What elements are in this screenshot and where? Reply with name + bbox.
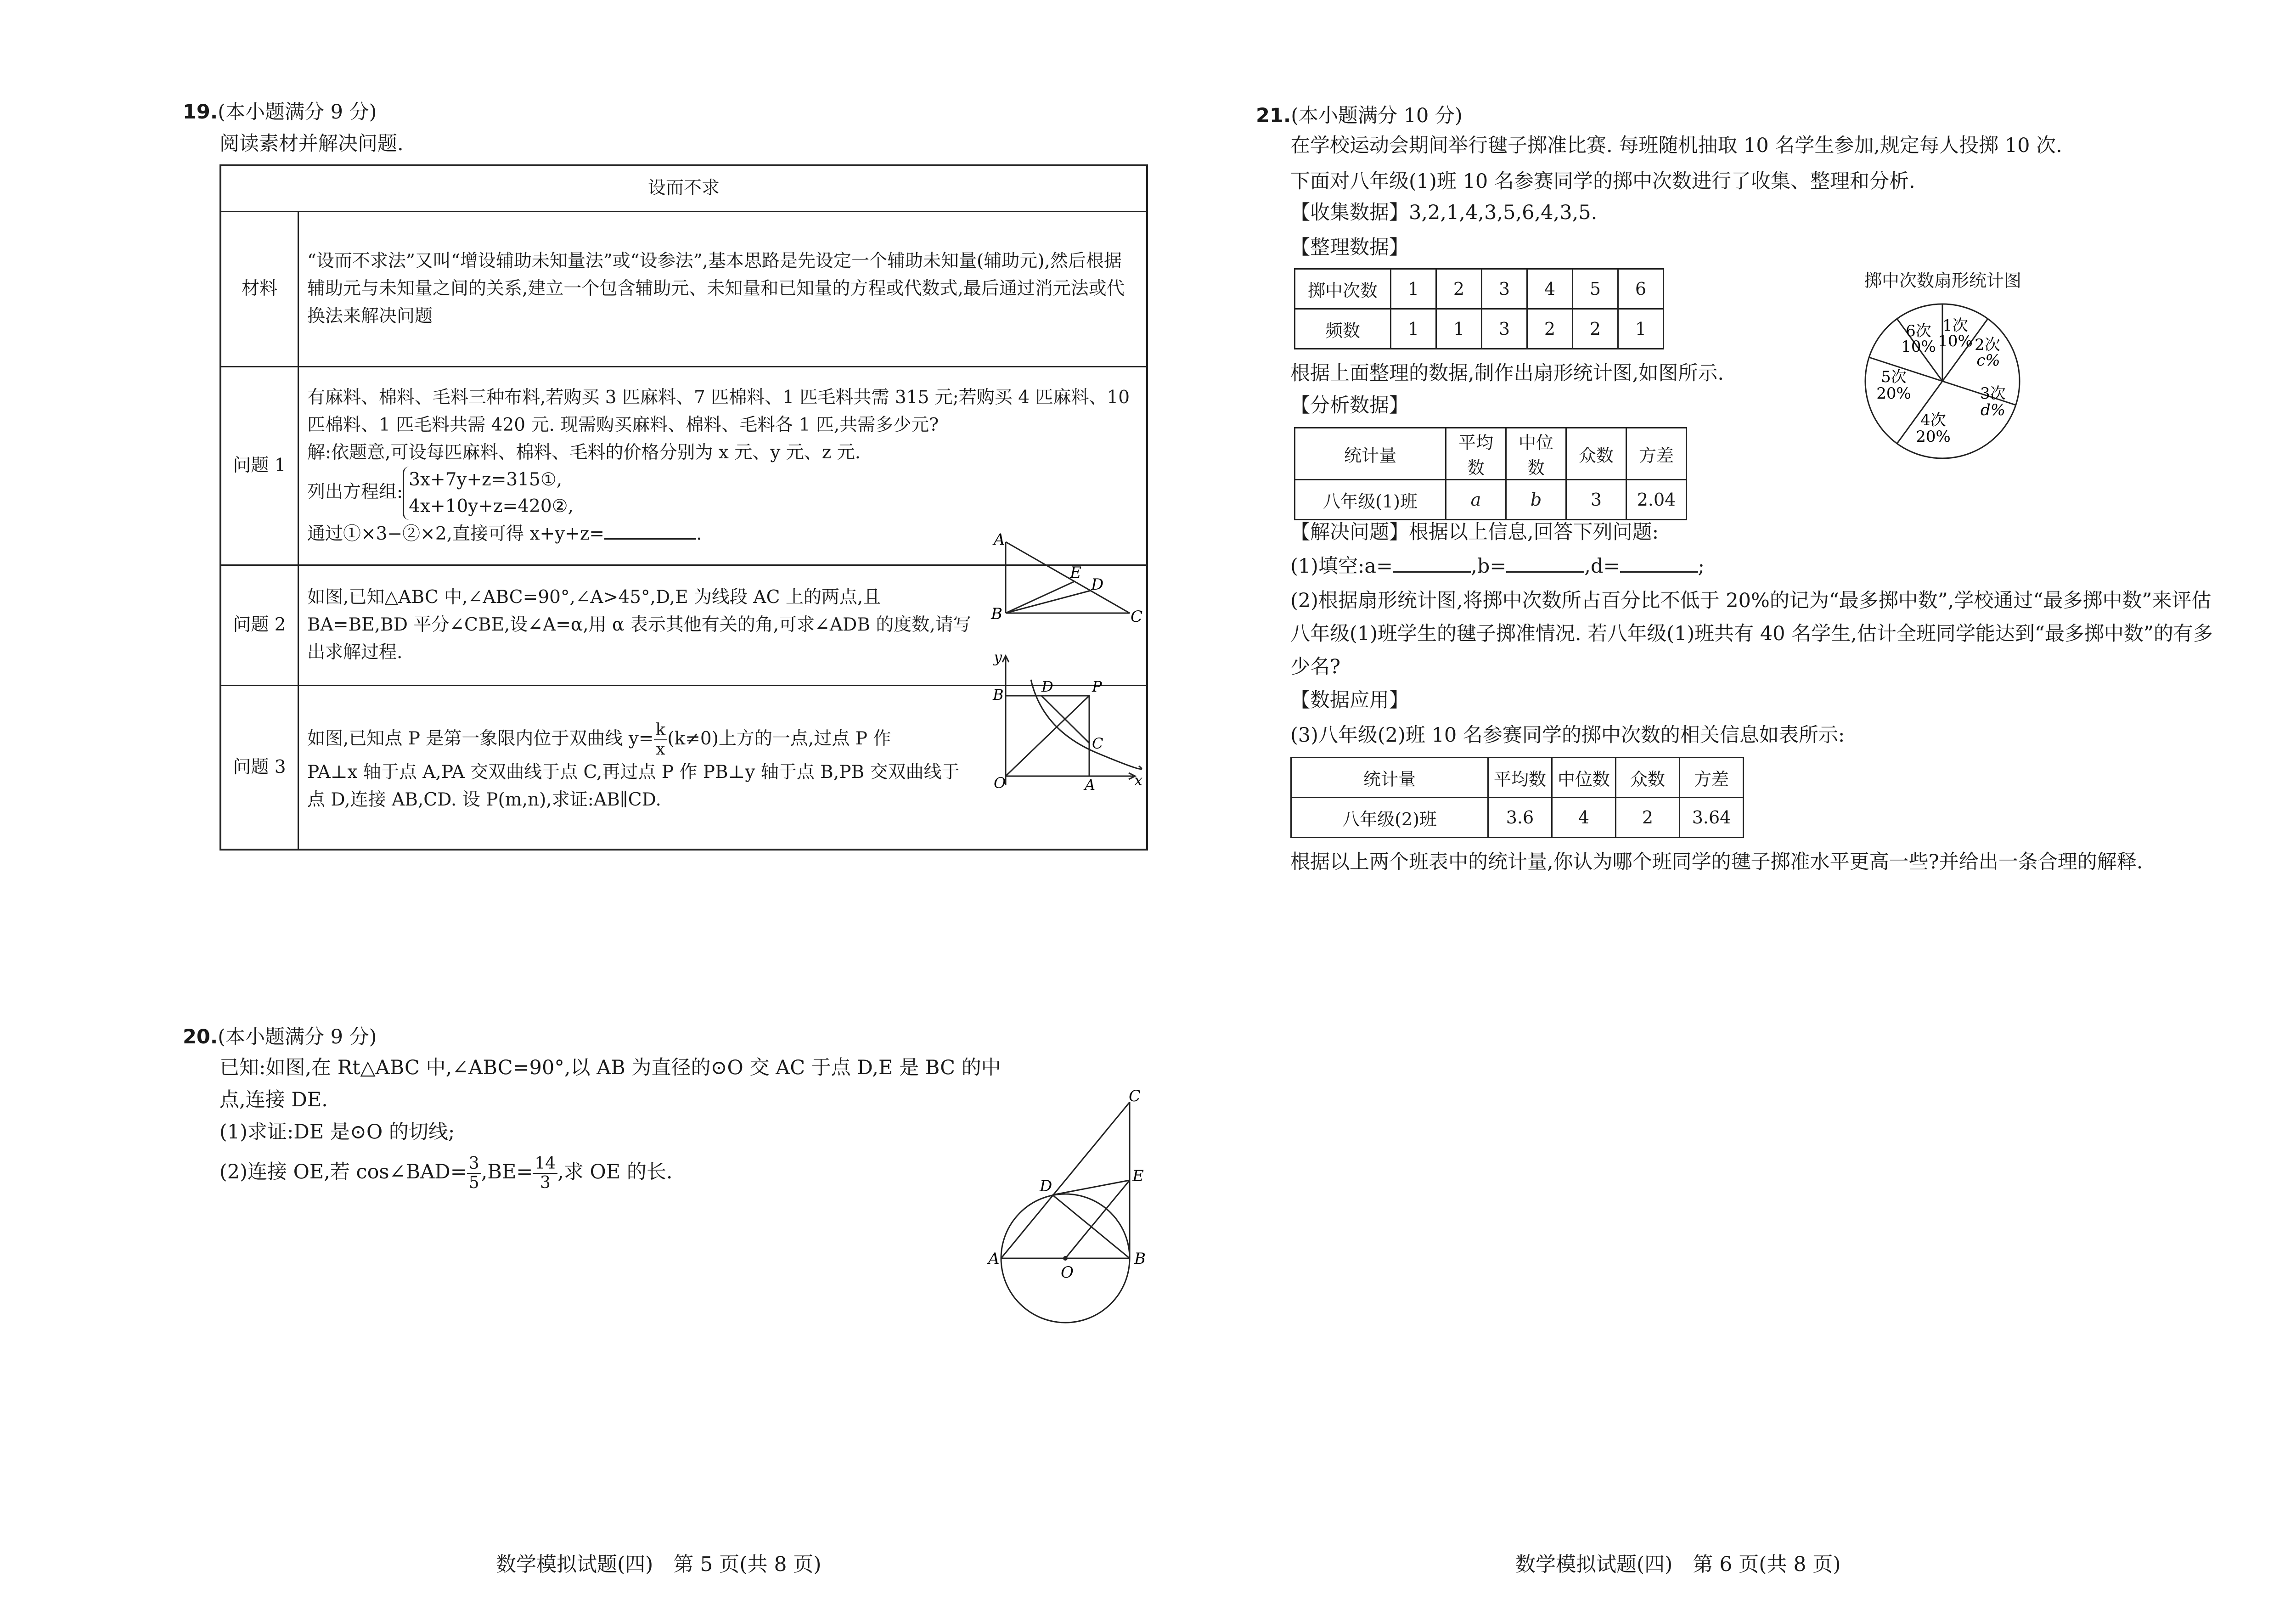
footer-left: 数学模拟试题(四) 第 5 页(共 8 页) (496, 1553, 822, 1576)
after-table-text: 根据上面整理的数据,制作出扇形统计图,如图所示. (1290, 362, 1724, 385)
q21-part4: 根据以上两个班表中的统计量,你认为哪个班同学的毽子掷准水平更高一些?并给出一条合理的解释. (1290, 851, 2143, 873)
equation-system: 列出方程组:3x+7y+z=315①, 4x+10y+z=420②, (307, 467, 1138, 520)
fraction-3-5: $\frac{3}{5}$ (467, 1155, 481, 1192)
q20-circle-figure (983, 1088, 1157, 1327)
q21-part2: (2)根据扇形统计图,将掷中次数所占百分比不低于 20%的记为“最多掷中数”,学校通过“最多掷中数”来评估八年级(1)班学生的毽子掷准情况. 若八年级(1)班共有 40 名学生,估计全班同学能达到“最多掷中数”的有多少名? (1290, 589, 2213, 678)
slice-2-pct: c% (1976, 351, 2000, 370)
row-label: 问题 3 (220, 685, 298, 850)
q20-part1: (1)求证:DE 是⊙O 的切线; (219, 1121, 455, 1143)
problem2-triangle-figure (987, 533, 1143, 629)
stats-table-class1: 统计量 平均数 中位数 众数 方差 八年级(1)班 a b 3 2.04 (1294, 427, 1687, 520)
pie-chart (1855, 294, 2030, 468)
label-A: A (994, 533, 1005, 549)
table-title: 设而不求 (220, 165, 1147, 211)
blank-a (1393, 553, 1471, 573)
problem1-tail: 通过①×3−②×2,直接可得 x+y+z= . (307, 520, 1138, 548)
fraction-k-x: $\frac{k}{x}$ (654, 721, 668, 759)
slice-1-name: 1次 (1942, 316, 1968, 335)
slice-2-name: 2次 (1975, 336, 2000, 354)
footer-right: 数学模拟试题(四) 第 6 页(共 8 页) (1515, 1553, 1841, 1576)
stats-table-class2: 统计量 平均数 中位数 众数 方差 八年级(2)班 3.6 4 2 3.64 (1290, 757, 1744, 838)
label-C: C (1092, 735, 1103, 752)
fraction-14-3: $\frac{14}{3}$ (533, 1155, 557, 1192)
label-O: O (994, 774, 1006, 792)
row-label: 问题 1 (220, 366, 298, 565)
slice-4-name: 4次 (1920, 411, 1946, 429)
q21-line2: 下面对八年级(1)班 10 名参赛同学的掷中次数进行了收集、整理和分析. (1290, 170, 1915, 193)
slice-1-pct: 10% (1938, 332, 1973, 350)
label-C: C (1129, 1088, 1141, 1105)
label-O: O (1061, 1263, 1074, 1282)
problem3-cell: 如图,已知点 P 是第一象限内位于双曲线 y= $\frac{k}{x}$ (k≠0)上方的一点,过点 P 作 PA⊥x 轴于点 A,PA 交双曲线于点 C,再过点 P 作 PB⊥y 轴于点 B,PB 交双曲线于点 D,连接 AB,CD. 设 P(m,n),求证:AB∥CD. (298, 685, 1148, 850)
label-D: D (1040, 1177, 1052, 1195)
problem1-text: 有麻料、棉料、毛料三种布料,若购买 3 匹麻料、7 匹棉料、1 匹毛料共需 315 元;若购买 4 匹麻料、10 匹棉料、1 匹毛料共需 420 元. 现需购买麻料、棉料、毛料各 1 匹,共需多少元? (307, 387, 1130, 435)
label-B: B (993, 686, 1004, 704)
slice-6-name: 6次 (1906, 322, 1931, 340)
problem3-hyperbola-figure (987, 652, 1143, 794)
q20-part2: (2)连接 OE,若 cos∠BAD= $\frac{3}{5}$ ,BE= $\frac{14}{3}$ ,求 OE 的长. (219, 1154, 673, 1192)
row-label: 材料 (220, 211, 298, 366)
slice-4-pct: 20% (1916, 428, 1951, 446)
q20-line2: 点,连接 DE. (219, 1088, 328, 1111)
axis-x-label: x (1134, 772, 1143, 789)
apply-heading: 【数据应用】 (1290, 689, 1409, 712)
q21-header: 21.(本小题满分 10 分) (1256, 104, 1463, 127)
label-D: D (1091, 575, 1104, 594)
slice-5-pct: 20% (1876, 384, 1911, 403)
slice-6-pct: 10% (1901, 338, 1936, 356)
label-B: B (991, 605, 1002, 623)
label-B: B (1134, 1250, 1146, 1268)
material-text: “设而不求法”又叫“增设辅助未知量法”或“设参法”,基本思路是先设定一个辅助未知量(辅助元),然后根据辅助元与未知量之间的关系,建立一个包含辅助元、未知量和已知量的方程或代数式,最后通过消元法或代换法来解决问题 (298, 211, 1148, 366)
axis-y-label: y (994, 652, 1002, 666)
row-label: 问题 2 (220, 565, 298, 685)
label-A: A (1085, 776, 1096, 794)
problem1-solve: 解:依题意,可设每匹麻料、棉料、毛料的价格分别为 x 元、y 元、z 元. (307, 442, 861, 463)
slice-5-name: 5次 (1881, 368, 1907, 386)
q19-header: 19.(本小题满分 9 分) (183, 101, 377, 124)
pie-title: 掷中次数扇形统计图 (1864, 270, 2022, 291)
label-D: D (1041, 678, 1053, 695)
label-E: E (1132, 1167, 1144, 1185)
organize-heading: 【整理数据】 (1290, 236, 1409, 259)
frequency-table: 掷中次数 1 2 3 4 5 6 频数 1 1 3 2 2 1 (1294, 268, 1664, 349)
slice-3-pct: d% (1980, 401, 2006, 419)
q21-line1: 在学校运动会期间举行毽子掷准比赛. 每班随机抽取 10 名学生参加,规定每人投掷 10 次. (1290, 134, 2062, 157)
slice-3-name: 3次 (1980, 384, 2006, 403)
problem2-text: 如图,已知△ABC 中,∠ABC=90°,∠A>45°,D,E 为线段 AC 上的两点,且 BA=BE,BD 平分∠CBE,设∠A=α,用 α 表示其他有关的角,可求∠ADB 的度数,请写出求解过程. (298, 565, 1148, 685)
q21-part1: (1)填空:a= ,b= ,d= ; (1290, 552, 1705, 580)
analyze-heading: 【分析数据】 (1290, 394, 1409, 417)
blank-d (1620, 553, 1698, 573)
collect-data: 【收集数据】3,2,1,4,3,5,6,4,3,5. (1290, 201, 1598, 224)
q20-line1: 已知:如图,在 Rt△ABC 中,∠ABC=90°,以 AB 为直径的⊙O 交 AC 于点 D,E 是 BC 的中 (219, 1056, 1001, 1079)
q19-intro: 阅读素材并解决问题. (219, 132, 404, 155)
label-P: P (1092, 678, 1102, 695)
solve-heading: 【解决问题】根据以上信息,回答下列问题: (1290, 521, 1659, 544)
label-E: E (1070, 563, 1081, 582)
blank-b (1506, 553, 1584, 573)
q20-header: 20.(本小题满分 9 分) (183, 1025, 377, 1048)
label-C: C (1131, 608, 1143, 626)
q21-part3: (3)八年级(2)班 10 名参赛同学的掷中次数的相关信息如表所示: (1290, 724, 1845, 747)
answer-blank (604, 520, 696, 540)
label-A: A (988, 1250, 1000, 1268)
